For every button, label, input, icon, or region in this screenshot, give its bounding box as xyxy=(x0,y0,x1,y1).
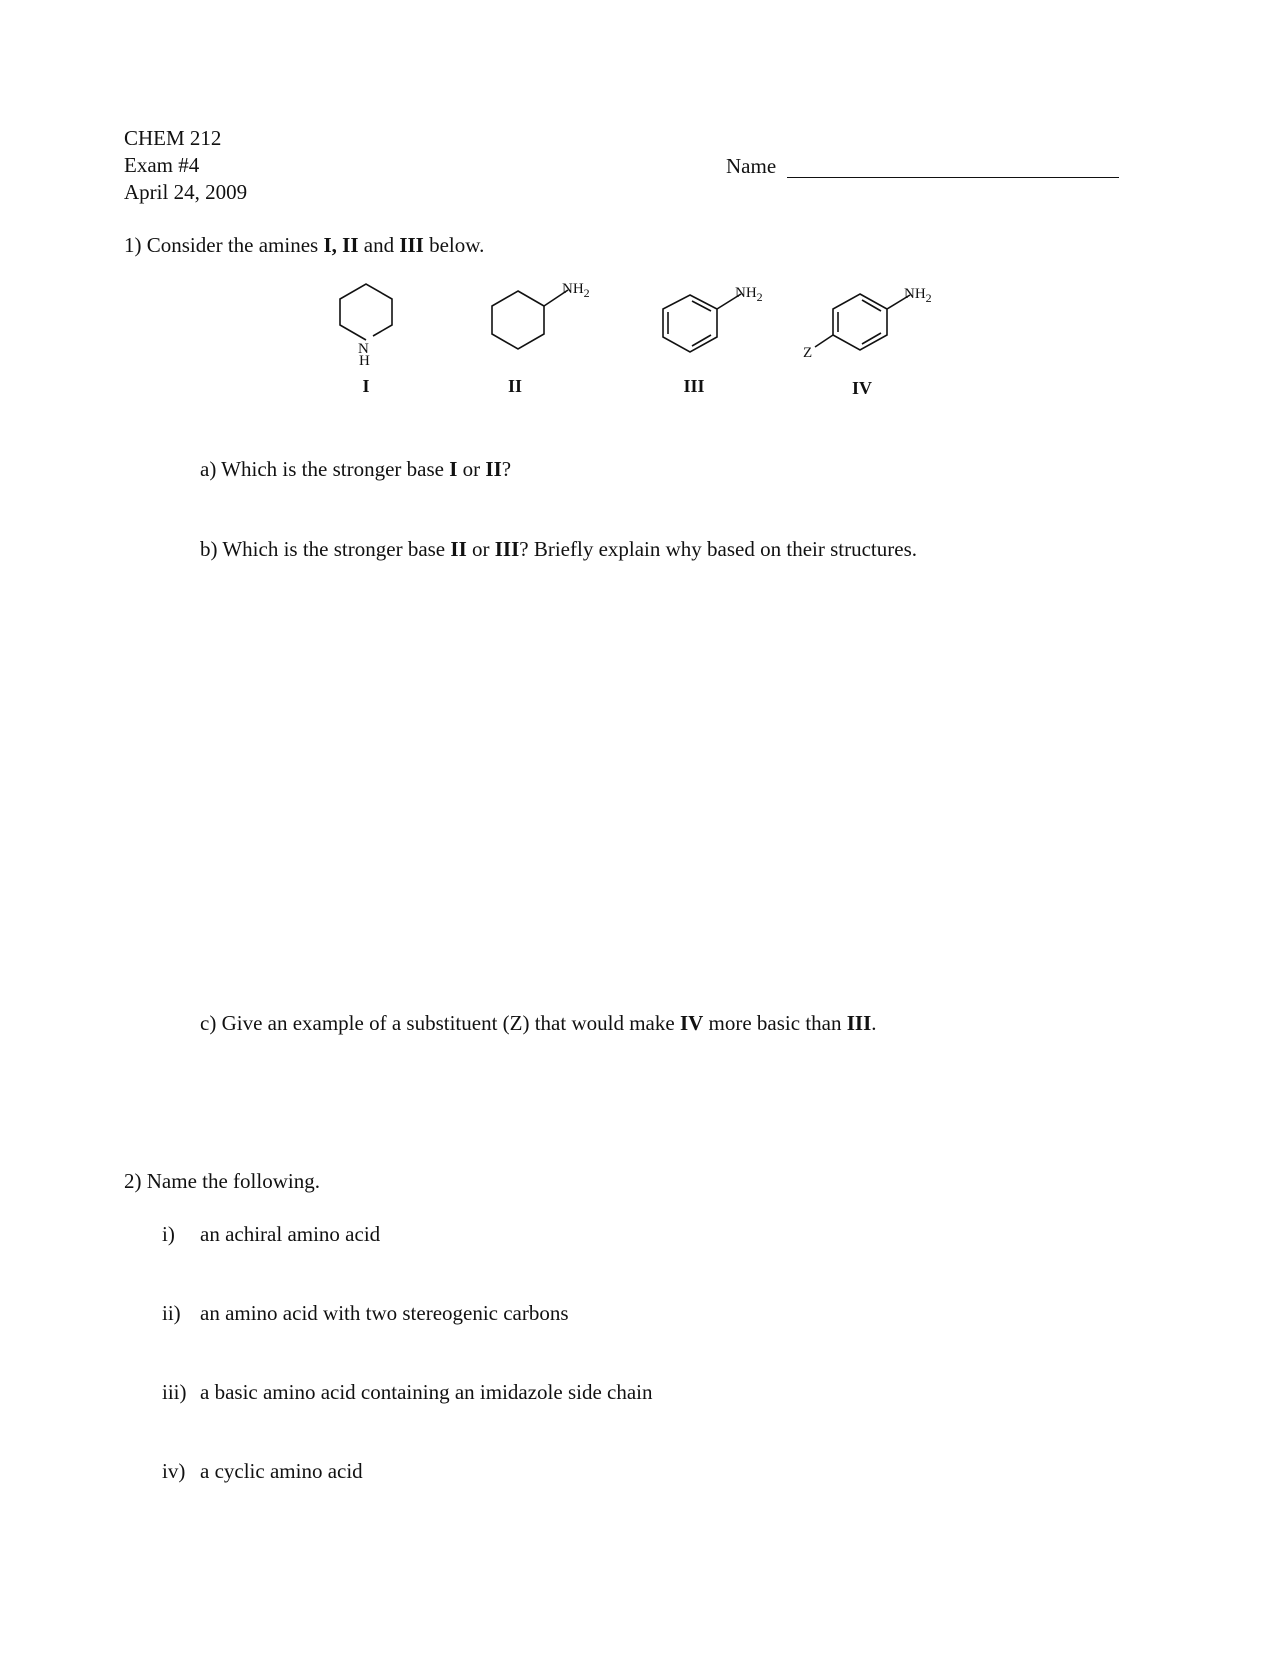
item-text: a basic amino acid containing an imidazole side chain xyxy=(200,1380,653,1404)
nh2-label-iv xyxy=(904,286,932,305)
label-iii: III xyxy=(683,376,705,396)
item-number: iii) xyxy=(162,1380,187,1404)
label-ii: II xyxy=(507,376,523,396)
q1b-bold2: III xyxy=(494,537,520,561)
list-item xyxy=(162,1303,569,1324)
list-item xyxy=(162,1224,380,1245)
nh2-label-ii xyxy=(562,281,590,300)
aromatic-bond-iv-2 xyxy=(862,300,881,311)
item-number: ii) xyxy=(162,1301,181,1325)
question-1c xyxy=(200,1013,877,1034)
list-item xyxy=(162,1461,363,1482)
c-z-bond-iv xyxy=(815,335,833,347)
q1a-mid: or xyxy=(457,457,486,481)
amine-structures xyxy=(0,0,1280,420)
item-text: a cyclic amino acid xyxy=(200,1459,363,1483)
item-text: an amino acid with two stereogenic carbons xyxy=(200,1301,569,1325)
benzene-ring-iii xyxy=(663,295,717,352)
list-item xyxy=(162,1382,653,1403)
q1b-text: b) Which is the stronger base xyxy=(200,537,451,561)
q1b-bold1: II xyxy=(450,537,467,561)
exam-date: April 24, 2009 xyxy=(124,180,248,204)
nh-iv: NH xyxy=(904,286,926,302)
q1c-bold2: III xyxy=(846,1011,872,1035)
q1a-bold2: II xyxy=(485,457,502,481)
nh2-label-iii xyxy=(735,285,763,304)
item-number: i) xyxy=(162,1222,175,1246)
q1-intro-bold2: III xyxy=(399,233,424,257)
nh2-sub-iv: 2 xyxy=(925,291,932,305)
q1-intro-mid: and xyxy=(358,233,400,257)
q1b-post: ? Briefly explain why based on their structures. xyxy=(519,537,917,561)
q1-intro-bold: I, II xyxy=(323,233,359,257)
q1-intro-post: below. xyxy=(423,233,485,257)
benzene-ring-iv xyxy=(833,294,887,350)
q1c-bold1: IV xyxy=(679,1011,704,1035)
question-1b xyxy=(200,539,917,560)
item-number: iv) xyxy=(162,1459,186,1483)
nh2-sub-iii: 2 xyxy=(756,290,763,304)
piperidine-ring xyxy=(340,284,392,340)
q1c-post: . xyxy=(871,1011,877,1035)
nh-iii: NH xyxy=(735,285,757,301)
label-i: I xyxy=(362,376,370,396)
nh2-sub-ii: 2 xyxy=(583,286,590,300)
aromatic-bond-iii-2 xyxy=(692,301,711,311)
label-iv: IV xyxy=(851,378,873,398)
atom-h-i: H xyxy=(359,353,370,369)
item-text: an achiral amino acid xyxy=(200,1222,381,1246)
aromatic-bond-iii-3 xyxy=(692,335,711,346)
q1b-mid: or xyxy=(466,537,495,561)
question-2-intro: 2) Name the following. xyxy=(124,1169,320,1193)
q1a-text: a) Which is the stronger base xyxy=(200,457,450,481)
aromatic-bond-iv-3 xyxy=(862,333,881,344)
name-label: Name xyxy=(726,154,777,178)
atom-n-i: N xyxy=(358,341,369,357)
q1c-mid: more basic than xyxy=(703,1011,847,1035)
q1a-bold1: I xyxy=(449,457,458,481)
course-title: CHEM 212 xyxy=(124,126,222,150)
q1-intro-text: 1) Consider the amines xyxy=(124,233,324,257)
q1c-text: c) Give an example of a substituent (Z) that would make xyxy=(200,1011,680,1035)
substituent-z: Z xyxy=(803,345,813,361)
q1a-post: ? xyxy=(501,457,512,481)
question-1a xyxy=(200,459,511,480)
cyclohexane-ring xyxy=(492,291,544,349)
exam-number: Exam #4 xyxy=(124,153,200,177)
nh-ii: NH xyxy=(562,281,584,297)
